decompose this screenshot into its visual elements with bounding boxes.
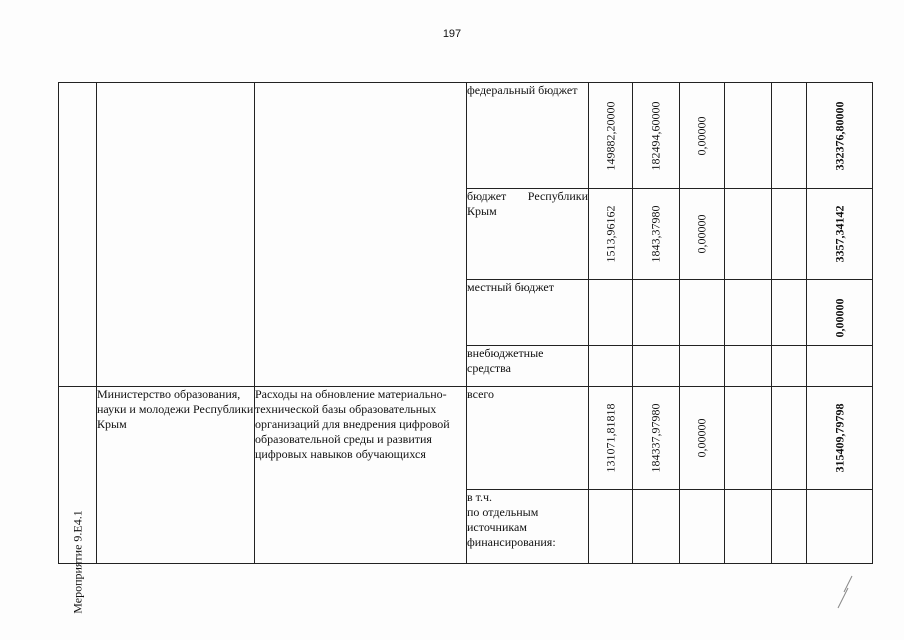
- cell-blank-executor: [97, 83, 255, 387]
- value-republic-v2: 1843,37980: [648, 205, 663, 263]
- cell-republic-v1: [589, 189, 633, 280]
- cell-republic-total: [807, 189, 873, 280]
- cell-incl-empty2: [772, 490, 807, 564]
- cell-federal-empty2: [772, 83, 807, 189]
- cell-measure-v3: [680, 387, 725, 490]
- cell-republic-empty2: [772, 189, 807, 280]
- cell-off-v3: [680, 346, 725, 387]
- cell-measure-empty1: [725, 387, 772, 490]
- pen-mark: [834, 574, 856, 610]
- cell-off-v1: [589, 346, 633, 387]
- cell-local-v1: [589, 280, 633, 346]
- cell-local-v3: [680, 280, 725, 346]
- cell-incl-v2: [633, 490, 680, 564]
- cell-off-empty1: [725, 346, 772, 387]
- cell-incl-v1: [589, 490, 633, 564]
- value-local-total: 0,00000: [832, 298, 846, 338]
- value-republic-v1: 1513,96162: [603, 205, 617, 263]
- measure-executor: Министерство образования, науки и молодежи Республики Крым: [97, 387, 255, 564]
- value-measure-v1: 131071,81818: [603, 403, 617, 473]
- measure-description: Расходы на обновление материально-технической базы образовательных организаций для внедрения цифровой образовательной среды и развития цифровых навыков обучающихся: [255, 387, 467, 564]
- page-number: 197: [442, 28, 462, 40]
- value-measure-total: 315409,79798: [832, 403, 846, 473]
- value-measure-v2: 184337,97980: [648, 403, 663, 473]
- cell-measure-total: [807, 387, 873, 490]
- cell-republic-empty1: [725, 189, 772, 280]
- cell-off-v2: [633, 346, 680, 387]
- cell-measure-v1: [589, 387, 633, 490]
- source-federal: федеральный бюджет: [467, 83, 589, 189]
- cell-republic-v2: [633, 189, 680, 280]
- value-republic-total: 3357,34142: [832, 205, 846, 263]
- cell-federal-empty1: [725, 83, 772, 189]
- cell-off-total: [807, 346, 873, 387]
- value-federal-total: 332376,80000: [832, 101, 846, 170]
- cell-local-total: [807, 280, 873, 346]
- cell-federal-total: [807, 83, 873, 189]
- cell-federal-v3: [680, 83, 725, 189]
- measure-label: Мероприятие 9.Е4.1: [70, 510, 84, 614]
- value-federal-v3: 0,00000: [694, 116, 709, 155]
- table-row-federal: [59, 83, 873, 189]
- budget-table: [58, 82, 873, 614]
- cell-measure-v2: [633, 387, 680, 490]
- source-incl: в т.ч. по отдельным источникам финансирования:: [467, 490, 589, 564]
- cell-local-empty1: [725, 280, 772, 346]
- source-local: местный бюджет: [467, 280, 589, 346]
- cell-republic-v3: [680, 189, 725, 280]
- cell-local-empty2: [772, 280, 807, 346]
- cell-federal-v1: [589, 83, 633, 189]
- cell-blank-description: [255, 83, 467, 387]
- cell-federal-v2: [633, 83, 680, 189]
- source-total: всего: [467, 387, 589, 490]
- value-republic-v3: 0,00000: [694, 214, 709, 254]
- cell-incl-total: [807, 490, 873, 564]
- source-offbudget: внебюджетные средства: [467, 346, 589, 387]
- cell-measure-empty2: [772, 387, 807, 490]
- value-measure-v3: 0,00000: [694, 418, 709, 458]
- cell-off-empty2: [772, 346, 807, 387]
- table-row-measure: [59, 387, 873, 490]
- cell-local-v2: [633, 280, 680, 346]
- value-federal-v2: 182494,60000: [648, 101, 663, 170]
- cell-incl-empty1: [725, 490, 772, 564]
- cell-measure-label: [59, 387, 97, 614]
- source-republic: бюджет Республики Крым: [467, 189, 589, 280]
- value-federal-v1: 149882,20000: [603, 101, 617, 170]
- cell-incl-v3: [680, 490, 725, 564]
- cell-blank-label: [59, 83, 97, 387]
